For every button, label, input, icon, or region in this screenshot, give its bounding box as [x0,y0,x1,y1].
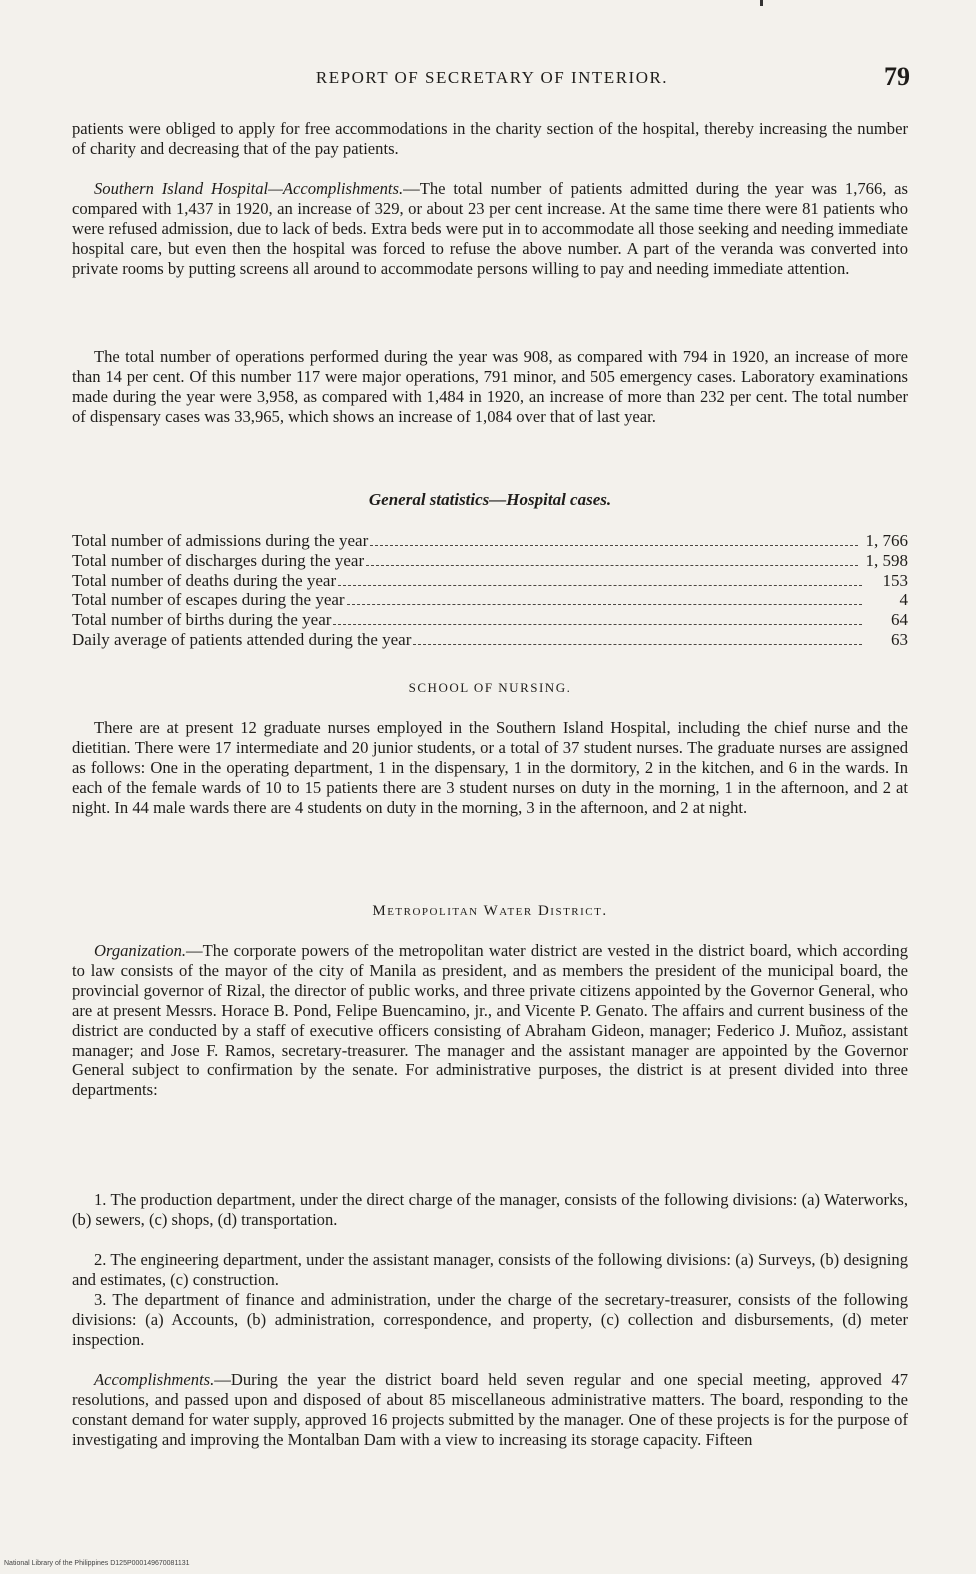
stats-table [72,531,908,650]
paragraph-text: 3. The department of finance and administration, under the charge of the secretary-treasurer, consists of the following divisions: (a) Accounts, (b) administration, correspondence, and property, (c) collection and disbursements, (d) meter inspection. [72,1290,908,1349]
running-head: REPORT OF SECRETARY OF INTERIOR. [315,68,669,87]
paragraph-text: There are at present 12 graduate nurses employed in the Southern Island Hospital, including the chief nurse and the dietitian. There were 17 intermediate and 20 junior students, or a total of 37 student nurses. The graduate nurses are assigned as follows: One in the operating department, 1 in the dispensary, 1 in the dormitory, 2 in the kitchen, and 6 in the wards. In each of the female wards of 10 to 15 patients there are 3 student nurses on duty in the morning, 1 in the afternoon, and 2 at night. In 44 male wards there are 4 students on duty in the morning, 3 in the afternoon, and 2 at night. [72,718,908,817]
paragraph-charity [72,119,908,159]
stats-title: General statistics—Hospital cases. [368,490,612,509]
scan-speck [760,0,763,6]
page-number: 79 [884,62,910,91]
stat-row [72,590,908,610]
paragraph-operations [72,347,908,427]
paragraph-text: patients were obliged to apply for free accommodations in the charity section of the hospital, thereby increasing the number of charity and decreasing that of the pay patients. [72,119,908,158]
leader-dots [370,545,857,546]
stat-row [72,551,908,571]
section-heading: Organization. [94,941,187,960]
paragraph-text: The total number of operations performed during the year was 908, as compared with 794 in 1920, an increase of more than 14 per cent. Of this number 117 were major operations, 791 minor, and 505 emergency cases. Laboratory examinations made during the year were 3,958, as compared with 1,484 in 1920, an increase of more than 232 per cent. The total number of dispensary cases was 33,965, which shows an increase of 1,084 over that of last year. [72,347,908,426]
paragraph-organization [72,941,908,1100]
paragraph-text: 2. The engineering department, under the assistant manager, consists of the following divisions: (a) Surveys, (b) designing and estimates, (c) construction. [72,1250,908,1289]
stat-label: Total number of escapes during the year [72,590,345,610]
leader-dots [413,644,862,645]
stat-row [72,571,908,591]
paragraph-text: —The corporate powers of the metropolitan water district are vested in the district board, which according to law consists of the mayor of the city of Manila as president, and as members the president of the municipal board, the provincial governor of Rizal, the director of public works, and three private citizens appointed by the Governor General, who are at present Messrs. Horace B. Pond, Felipe Buencamino, jr., and Vicente P. Genato. The affairs and current business of the district are conducted by a staff of executive officers consisting of Abraham Gideon, manager; Federico J. Muñoz, assistant manager; and Jose F. Ramos, secretary-treasurer. The manager and the assistant manager are appointed by the Governor General subject to confirmation by the senate. For administrative purposes, the district is at present divided into three departments: [72,941,908,1100]
paragraph-text: 1. The production department, under the direct charge of the manager, consists of the following divisions: (a) Waterworks, (b) sewers, (c) shops, (d) transportation. [72,1190,908,1229]
nursing-title: SCHOOL OF NURSING. [408,680,572,695]
stat-label: Total number of deaths during the year [72,570,337,590]
paragraph-text: —During the year the district board held seven regular and one special meeting, approved 47 resolutions, and passed upon and disposed of about 85 miscellaneous administrative matters. The board, responding to the constant demand for water supply, approved 16 projects submitted by the manager. One of these projects is for the purpose of investigating and improving the Montalban Dam with a view to increasing its storage capacity. Fifteen [72,1370,908,1449]
stat-value: 4 [899,590,908,610]
stat-value: 1, 598 [865,550,908,570]
paragraph-water-accomplishments [72,1370,908,1450]
paragraph-text: —The total number of patients admitted during the year was 1,766, as compared with 1,437 in 1920, an increase of 329, or about 23 per cent increase. At the same time there were 81 patients who were refused admission, due to lack of beds. Extra beds were put in to accommodate all those seeking and needing immediate hospital care, but even then the hospital was forced to refuse the above number. A part of the veranda was converted into private rooms by putting screens all around to accommodate persons willing to pay and needing immediate attention. [72,179,908,278]
leader-dots [338,585,862,586]
paragraph-engineering-department [72,1250,908,1290]
leader-dots [333,624,862,625]
paragraph-finance-department [72,1290,908,1350]
stat-row [72,610,908,630]
paragraph-production-department [72,1190,908,1230]
stat-label: Total number of discharges during the year [72,550,365,570]
stat-label: Total number of births during the year [72,610,332,630]
stat-value: 1, 766 [865,531,908,550]
stat-value: 64 [891,610,908,630]
stat-value: 63 [891,629,908,649]
section-heading: Accomplishments. [94,1370,215,1389]
paragraph-hospital-accomplishments [72,179,908,279]
stat-label: Daily average of patients attended during the year [72,629,412,649]
page-header [70,62,914,96]
paragraph-nursing [72,718,908,818]
leader-dots [366,565,857,566]
stat-row [72,630,908,650]
stat-label: Total number of admissions during the year [72,531,369,550]
stat-value: 153 [882,570,908,590]
section-heading: Southern Island Hospital—Accomplishments. [94,179,404,198]
water-district-title: Metropolitan Water District. [372,903,608,919]
leader-dots [347,604,862,605]
scan-footer: National Library of the Philippines D125P000149670081131 [4,1560,190,1567]
stat-row [72,531,908,551]
